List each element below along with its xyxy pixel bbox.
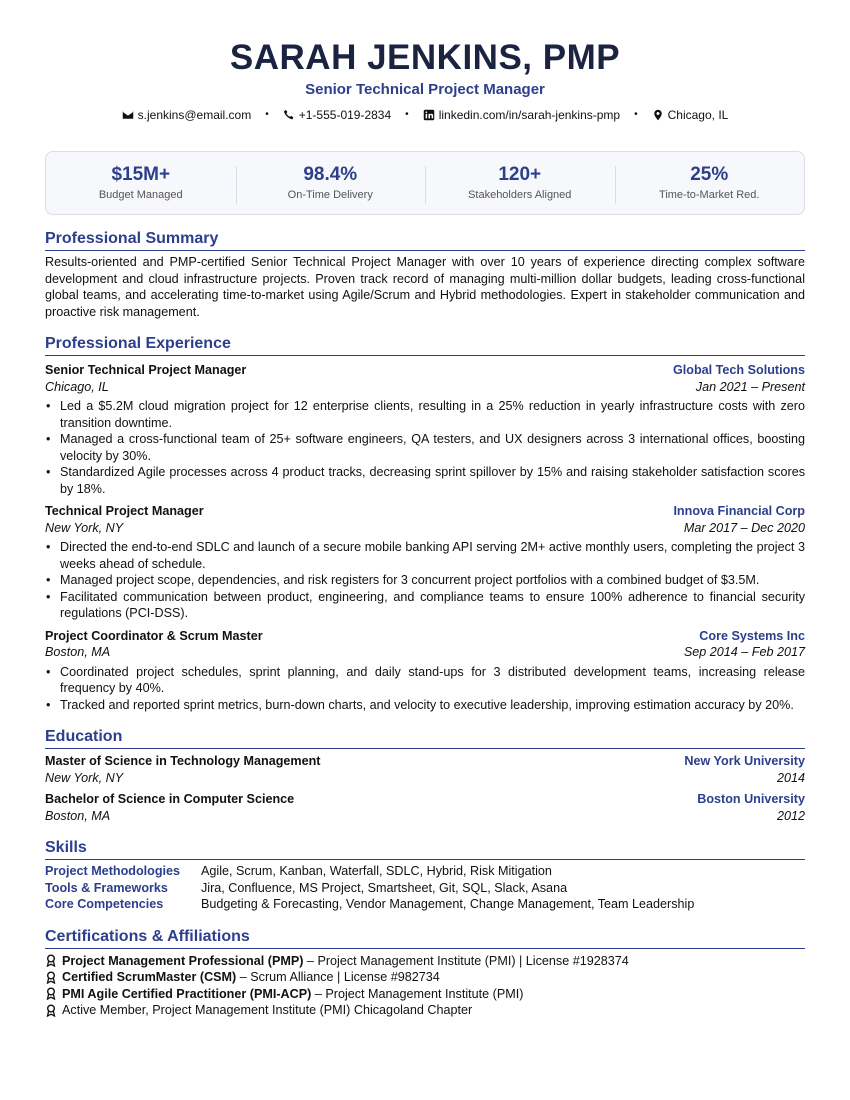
metric-value: 98.4% <box>303 164 358 185</box>
skill-items: Budgeting & Forecasting, Vendor Management, Change Management, Team Leadership <box>201 897 695 911</box>
metric-label: On-Time Delivery <box>287 189 373 201</box>
cert-name: Project Management Professional (PMP) <box>62 953 304 968</box>
metric-label: Budget Managed <box>98 189 183 201</box>
contact-email[interactable] <box>122 107 252 123</box>
job-entry <box>45 503 805 622</box>
job-dates: Sep 2014 – Feb 2017 <box>683 645 805 659</box>
education-location: Boston, MA <box>45 808 111 823</box>
list-item: • Led a $5.2M cloud migration project for 12 enterprise clients, resulting in a 25% reduction in yearly infrastructure costs with zero transition downtime. <box>45 398 805 431</box>
job-company: Innova Financial Corp <box>673 504 805 518</box>
section-heading: Skills <box>45 838 805 860</box>
list-item: • Managed project scope, dependencies, and risk registers for 3 concurrent project portfolios with a combined budget of $3.5M. <box>45 572 805 589</box>
skill-items: Jira, Confluence, MS Project, Smartsheet, Git, SQL, Slack, Asana <box>201 880 568 895</box>
award-icon <box>45 971 57 984</box>
education-degree: Master of Science in Technology Management <box>45 754 321 768</box>
list-item <box>45 953 805 970</box>
job-bullets <box>45 539 805 622</box>
education-school: Boston University <box>697 792 805 806</box>
education-degree: Bachelor of Science in Computer Science <box>45 792 295 806</box>
metric-time-to-market <box>615 164 805 202</box>
skill-row <box>45 896 805 913</box>
certifications-list <box>45 953 805 1019</box>
job-bullets <box>45 398 805 497</box>
award-icon <box>45 987 57 1000</box>
contact-location <box>652 107 729 123</box>
education-year: 2012 <box>776 808 805 823</box>
metrics-panel <box>45 151 805 215</box>
skill-row <box>45 863 805 880</box>
linkedin-icon <box>423 109 435 121</box>
list-item: • Facilitated communication between product, engineering, and compliance teams to ensure 100% adherence to financial security regulations (PCI-DSS). <box>45 589 805 622</box>
section-heading: Professional Experience <box>45 334 805 356</box>
skill-row <box>45 880 805 897</box>
job-role: Senior Technical Project Manager <box>45 363 247 377</box>
job-dates: Jan 2021 – Present <box>695 379 805 394</box>
contact-email-text: s.jenkins@email.com <box>137 108 252 122</box>
education-entry <box>45 791 805 824</box>
contact-location-text: Chicago, IL <box>667 108 729 122</box>
list-item: • Standardized Agile processes across 4 product tracks, decreasing sprint spillover by 15% and raising stakeholder satisfaction scores by 18%. <box>45 464 805 497</box>
skill-items: Agile, Scrum, Kanban, Waterfall, SDLC, Hybrid, Risk Mitigation <box>201 864 552 878</box>
contact-bar <box>45 107 805 123</box>
job-role: Project Coordinator & Scrum Master <box>45 628 263 643</box>
section-heading: Professional Summary <box>45 229 805 251</box>
candidate-name: SARAH JENKINS, PMP <box>229 38 621 77</box>
cert-name: Certified ScrumMaster (CSM) <box>62 970 237 984</box>
job-bullets <box>45 664 805 714</box>
map-pin-icon <box>652 109 664 121</box>
job-dates: Mar 2017 – Dec 2020 <box>683 520 805 535</box>
cert-detail: – Scrum Alliance | License #982734 <box>236 970 440 984</box>
contact-separator: • <box>405 109 409 120</box>
phone-icon <box>283 109 295 121</box>
metric-label: Time-to-Market Red. <box>659 189 760 201</box>
list-item <box>45 1002 805 1019</box>
job-location: Chicago, IL <box>45 379 109 394</box>
cert-name: PMI Agile Certified Practitioner (PMI-ACP) <box>62 986 312 1001</box>
cert-detail: – Project Management Institute (PMI) | License #1928374 <box>303 953 629 968</box>
metric-value: 120+ <box>498 164 542 185</box>
contact-linkedin-text: linkedin.com/in/sarah-jenkins-pmp <box>438 108 621 122</box>
cert-detail: Active Member, Project Management Institute (PMI) Chicagoland Chapter <box>62 1003 473 1017</box>
section-heading: Certifications & Affiliations <box>45 927 805 949</box>
skills-section <box>45 838 805 913</box>
contact-linkedin[interactable] <box>423 107 620 123</box>
list-item: • Managed a cross-functional team of 25+ software engineers, QA testers, and UX designers across 3 international offices, boosting velocity by 30%. <box>45 431 805 464</box>
metric-value: 25% <box>690 164 729 185</box>
summary-section <box>45 229 805 320</box>
award-icon <box>45 954 57 967</box>
job-role: Technical Project Manager <box>45 504 204 518</box>
education-school: New York University <box>684 754 805 768</box>
resume-page <box>45 38 805 1019</box>
education-year: 2014 <box>776 770 805 785</box>
contact-separator: • <box>265 109 269 120</box>
skill-category: Project Methodologies <box>45 864 181 878</box>
skills-table <box>45 863 805 913</box>
candidate-title: Senior Technical Project Manager <box>305 81 545 98</box>
skill-category: Tools & Frameworks <box>45 880 168 895</box>
metric-on-time <box>236 164 426 202</box>
education-section <box>45 727 805 824</box>
job-company: Core Systems Inc <box>699 628 805 643</box>
contact-phone[interactable] <box>283 107 391 123</box>
metric-label: Stakeholders Aligned <box>468 189 572 201</box>
job-entry <box>45 362 805 497</box>
certifications-section <box>45 927 805 1019</box>
cert-detail: – Project Management Institute (PMI) <box>311 986 524 1001</box>
skill-category: Core Competencies <box>45 897 164 911</box>
envelope-icon <box>122 109 134 121</box>
job-entry <box>45 628 805 714</box>
education-location: New York, NY <box>45 770 124 785</box>
list-item: • Coordinated project schedules, sprint planning, and daily stand-ups for 3 distributed development teams, increasing release frequency by 40%. <box>45 664 805 697</box>
contact-separator: • <box>634 109 638 120</box>
award-icon <box>45 1004 57 1017</box>
list-item: • Directed the end-to-end SDLC and launch of a secure mobile banking API serving 2M+ active monthly users, completing the project 3 weeks ahead of schedule. <box>45 539 805 572</box>
metric-value: $15M+ <box>111 164 171 185</box>
metric-budget <box>46 164 236 202</box>
list-item <box>45 986 805 1003</box>
job-location: Boston, MA <box>45 645 111 659</box>
section-heading: Education <box>45 727 805 749</box>
education-entry <box>45 753 805 786</box>
metric-stakeholders <box>425 164 615 202</box>
list-item <box>45 969 805 986</box>
list-item: • Tracked and reported sprint metrics, burn-down charts, and velocity to executive leadership, improving estimation accuracy by 20%. <box>45 697 805 714</box>
job-location: New York, NY <box>45 520 124 535</box>
job-company: Global Tech Solutions <box>672 363 805 377</box>
experience-section <box>45 334 805 713</box>
contact-phone-text: +1-555-019-2834 <box>298 108 392 122</box>
summary-text: Results-oriented and PMP-certified Senior Technical Project Manager with over 10 years of experience directing complex software development and cloud infrastructure projects. Proven track record of managing multi-million dollar budgets, leading cross-functional global teams, and accelerating time-to-market using Agile/Scrum and Hybrid methodologies. Expert in stakeholder communication and proactive risk management. <box>45 255 805 319</box>
